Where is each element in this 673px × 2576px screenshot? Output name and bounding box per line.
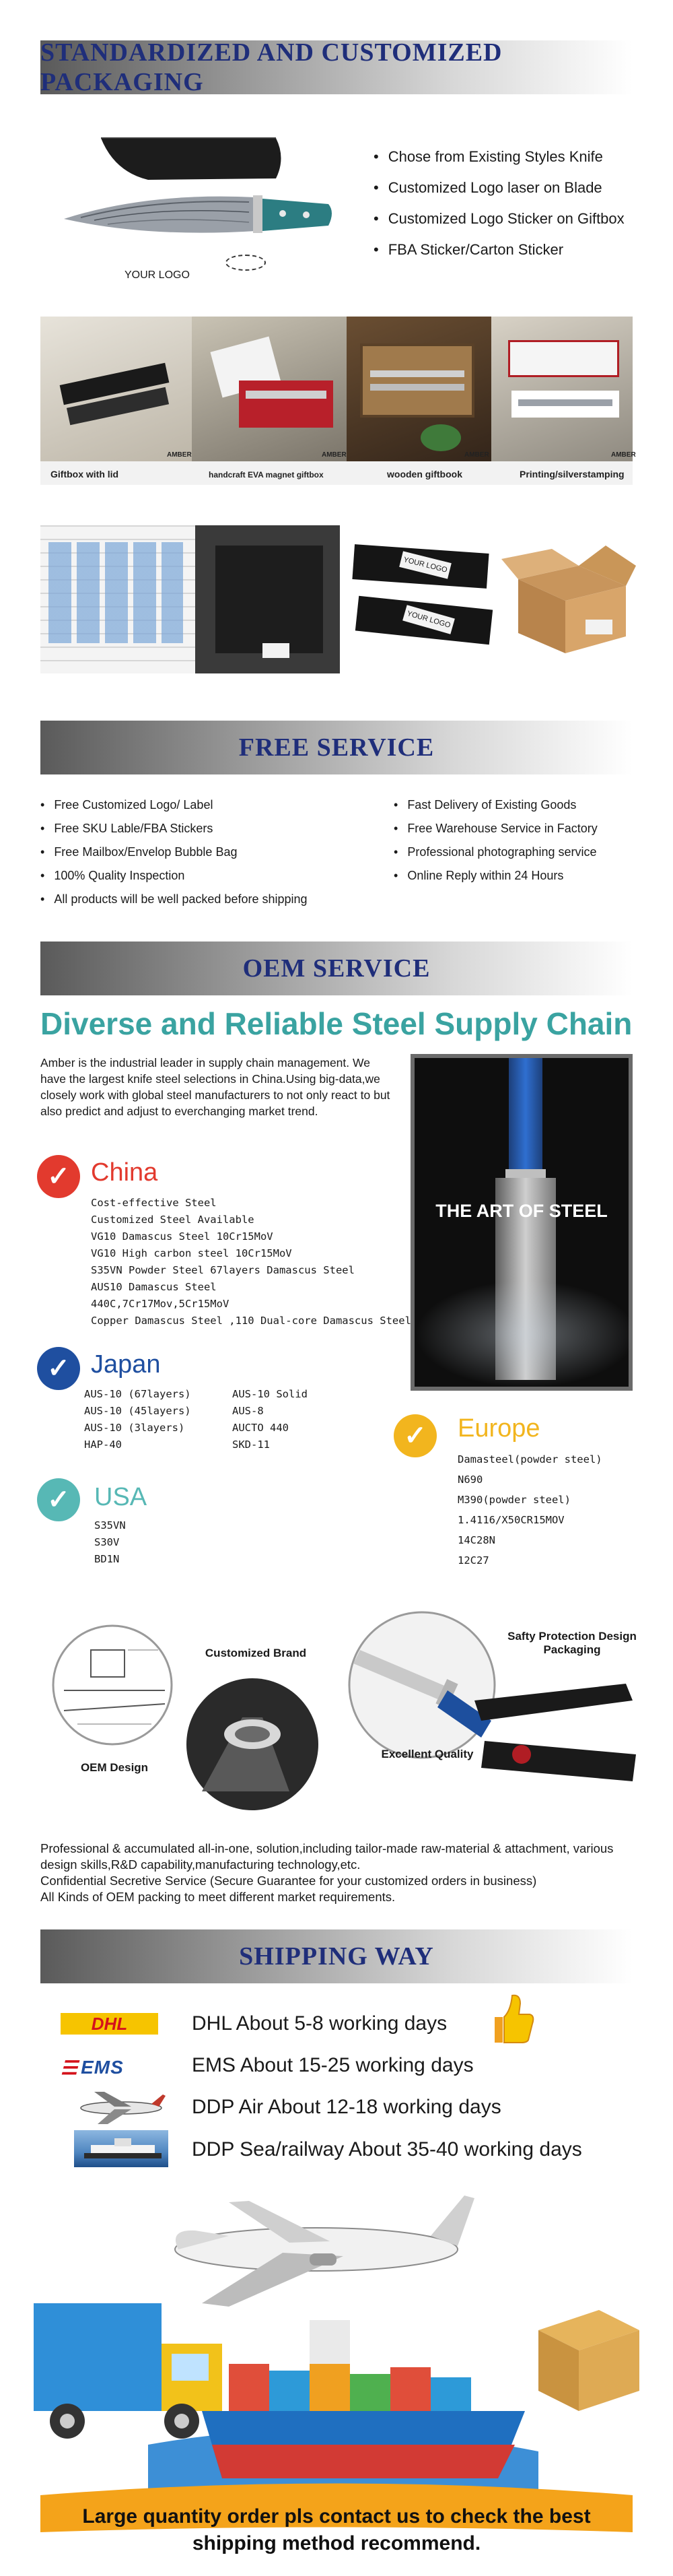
free-service-left: [40, 793, 308, 911]
brand-tag: AMBER: [167, 451, 192, 459]
steel-item: N690: [458, 1474, 483, 1486]
air-text: DDP Air About 12-18 working days: [192, 2096, 501, 2118]
japan-steel-list-1: [84, 1386, 191, 1453]
steel-item: 12C27: [458, 1554, 489, 1566]
packaging-points: [374, 141, 625, 265]
steel-item: VG10 Damascus Steel 10Cr15MoV: [91, 1230, 273, 1243]
customized-brand-label: Customized Brand: [205, 1647, 307, 1659]
oem-design-label: OEM Design: [80, 1761, 149, 1774]
japan-steel-list-2: [232, 1386, 308, 1453]
brand-tag: AMBER: [322, 451, 347, 459]
steel-item: Damasteel(powder steel): [458, 1453, 602, 1465]
poster-text: THE ART OF STEEL: [435, 1201, 608, 1221]
thumbs-up-icon: [488, 1990, 535, 2044]
knife-with-sheath-image: [54, 118, 336, 293]
printing-box-photo: [491, 317, 633, 461]
japan-title: Japan: [91, 1350, 161, 1379]
service-item: • Online Reply within 24 Hours: [394, 864, 598, 888]
giftbox-with-lid-photo: [40, 317, 192, 461]
usa-title: USA: [94, 1483, 147, 1511]
dhl-text: DHL About 5-8 working days: [192, 2012, 448, 2035]
europe-title: Europe: [458, 1414, 540, 1443]
plane-icon: [74, 2086, 168, 2127]
service-item: • Fast Delivery of Existing Goods: [394, 793, 598, 817]
service-item: • Free SKU Lable/FBA Stickers: [40, 817, 308, 840]
shipping-note-line-1: Large quantity order pls contact us to check the best: [82, 2505, 591, 2528]
oem-intro: Amber is the industrial leader in supply chain management. We have the largest knife steel selections in China.Using big-data,we closely work with global steel manufacturers to not only react to but also predict and adjust to everchanging market trend.: [40, 1056, 390, 1118]
free-service-banner: [40, 721, 633, 774]
steel-item: SKD-11: [232, 1439, 270, 1451]
europe-steel-list: [458, 1449, 602, 1571]
oem-paragraph-line: Confidential Secretive Service (Secure Guarantee for your customized orders in business): [40, 1874, 537, 1888]
brand-tag: AMBER: [611, 451, 636, 459]
packaging-point: • Chose from Existing Styles Knife: [374, 141, 625, 172]
excellent-quality-label: Excellent Quality: [381, 1748, 474, 1760]
sleeve-logo: YOUR LOGO: [399, 551, 452, 579]
eva-giftbox-photo: [192, 317, 347, 461]
service-item: • Professional photographing service: [394, 840, 598, 864]
shipping-banner-title: SHIPPING WAY: [239, 1942, 434, 1971]
packaging-banner-title: STANDARDIZED AND CUSTOMIZED PACKAGING: [40, 38, 503, 96]
dhl-logo-icon: DHL: [61, 2013, 158, 2035]
customized-brand-photo: [182, 1677, 323, 1812]
steel-item: S35VN: [94, 1519, 126, 1531]
steel-item: M390(powder steel): [458, 1494, 571, 1506]
free-service-right: [394, 793, 598, 888]
steel-item: AUCTO 440: [232, 1422, 289, 1434]
service-item: • All products will be well packed before shipping: [40, 888, 308, 911]
service-item: • Free Customized Logo/ Label: [40, 793, 308, 817]
ship-icon: [74, 2130, 168, 2167]
usa-steel-list: [94, 1517, 126, 1568]
steel-item: HAP-40: [84, 1439, 122, 1451]
steel-item: BD1N: [94, 1553, 120, 1565]
dhl-row: [61, 2004, 158, 2044]
black-sleeves-photo: [350, 542, 495, 657]
shipping-banner: [40, 1929, 633, 1983]
packaging-point: • Customized Logo laser on Blade: [374, 172, 625, 203]
transport-illustration: [27, 2189, 646, 2539]
oem-headline: Diverse and Reliable Steel Supply Chain: [40, 1006, 633, 1041]
steel-item: AUS-8: [232, 1405, 264, 1417]
oem-paragraph-line: Professional & accumulated all-in-one, solution,including tailor-made raw-material & attachment, various design skills,R&D capability,manufacturing technology,etc.: [40, 1841, 614, 1872]
safety-packaging-label: Safty Protection Design Packaging: [507, 1630, 637, 1656]
shipping-note-line-2: shipping method recommend.: [192, 2532, 481, 2554]
giftbox-caption: Giftbox with lid: [50, 469, 119, 480]
packaging-banner: [40, 40, 633, 94]
service-item: • Free Warehouse Service in Factory: [394, 817, 598, 840]
giftbox-caption: wooden giftbook: [387, 469, 462, 480]
art-of-steel-poster: [411, 1054, 633, 1391]
steel-item: S35VN Powder Steel 67layers Damascus Steel: [91, 1264, 355, 1276]
japan-check-icon: ✓: [37, 1347, 80, 1390]
china-title: China: [91, 1158, 158, 1187]
free-service-banner-title: FREE SERVICE: [238, 733, 435, 762]
steel-item: 1.4116/X50CR15MOV: [458, 1514, 565, 1526]
safety-packaging-photo: [471, 1680, 646, 1805]
china-steel-list: [91, 1195, 411, 1329]
steel-item: Copper Damascus Steel ,110 Dual-core Damascus Steel: [91, 1315, 411, 1327]
giftbox-caption: handcraft EVA magnet giftbox: [209, 470, 324, 480]
china-check-icon: ✓: [37, 1155, 80, 1198]
giftbox-caption: Printing/silverstamping: [520, 469, 625, 480]
oem-banner: [40, 942, 633, 995]
steel-item: VG10 High carbon steel 10Cr15MoV: [91, 1247, 292, 1259]
your-logo-label: YOUR LOGO: [125, 269, 190, 281]
stickers-photo: [40, 525, 340, 673]
steel-item: 14C28N: [458, 1534, 495, 1546]
steel-item: Cost-effective Steel: [91, 1197, 217, 1209]
service-item: • Free Mailbox/Envelop Bubble Bag: [40, 840, 308, 864]
logo-marker: [225, 255, 266, 271]
packaging-point: • Customized Logo Sticker on Giftbox: [374, 203, 625, 234]
europe-check-icon: ✓: [394, 1414, 437, 1457]
service-item: • 100% Quality Inspection: [40, 864, 308, 888]
steel-item: S30V: [94, 1536, 120, 1548]
ems-logo-text: EMS: [81, 2057, 124, 2078]
steel-item: AUS-10 Solid: [232, 1388, 308, 1400]
sea-text: DDP Sea/railway About 35-40 working days: [192, 2138, 582, 2160]
steel-item: AUS-10 (67layers): [84, 1388, 191, 1400]
ems-row: [61, 2047, 158, 2088]
sleeve-logo: YOUR LOGO: [402, 605, 455, 634]
wooden-giftbook-photo: [347, 317, 491, 461]
oem-banner-title: OEM SERVICE: [242, 954, 431, 983]
oem-paragraph-line: All Kinds of OEM packing to meet different market requirements.: [40, 1890, 396, 1904]
giftbox-strip: [40, 317, 636, 485]
steel-item: AUS-10 (45layers): [84, 1405, 191, 1417]
carton-box-image: [498, 539, 639, 660]
packaging-point: • FBA Sticker/Carton Sticker: [374, 234, 625, 265]
brand-tag: AMBER: [464, 451, 489, 459]
oem-design-drawing: [50, 1623, 175, 1748]
steel-item: 440C,7Cr17Mov,5Cr15MoV: [91, 1298, 229, 1310]
ems-logo-icon: ☰ EMS: [61, 2057, 124, 2078]
usa-check-icon: ✓: [37, 1478, 80, 1521]
steel-item: AUS10 Damascus Steel: [91, 1281, 217, 1293]
steel-item: AUS-10 (3layers): [84, 1422, 185, 1434]
steel-item: Customized Steel Available: [91, 1214, 254, 1226]
ems-text: EMS About 15-25 working days: [192, 2054, 474, 2076]
oem-paragraph: [40, 1841, 646, 1905]
